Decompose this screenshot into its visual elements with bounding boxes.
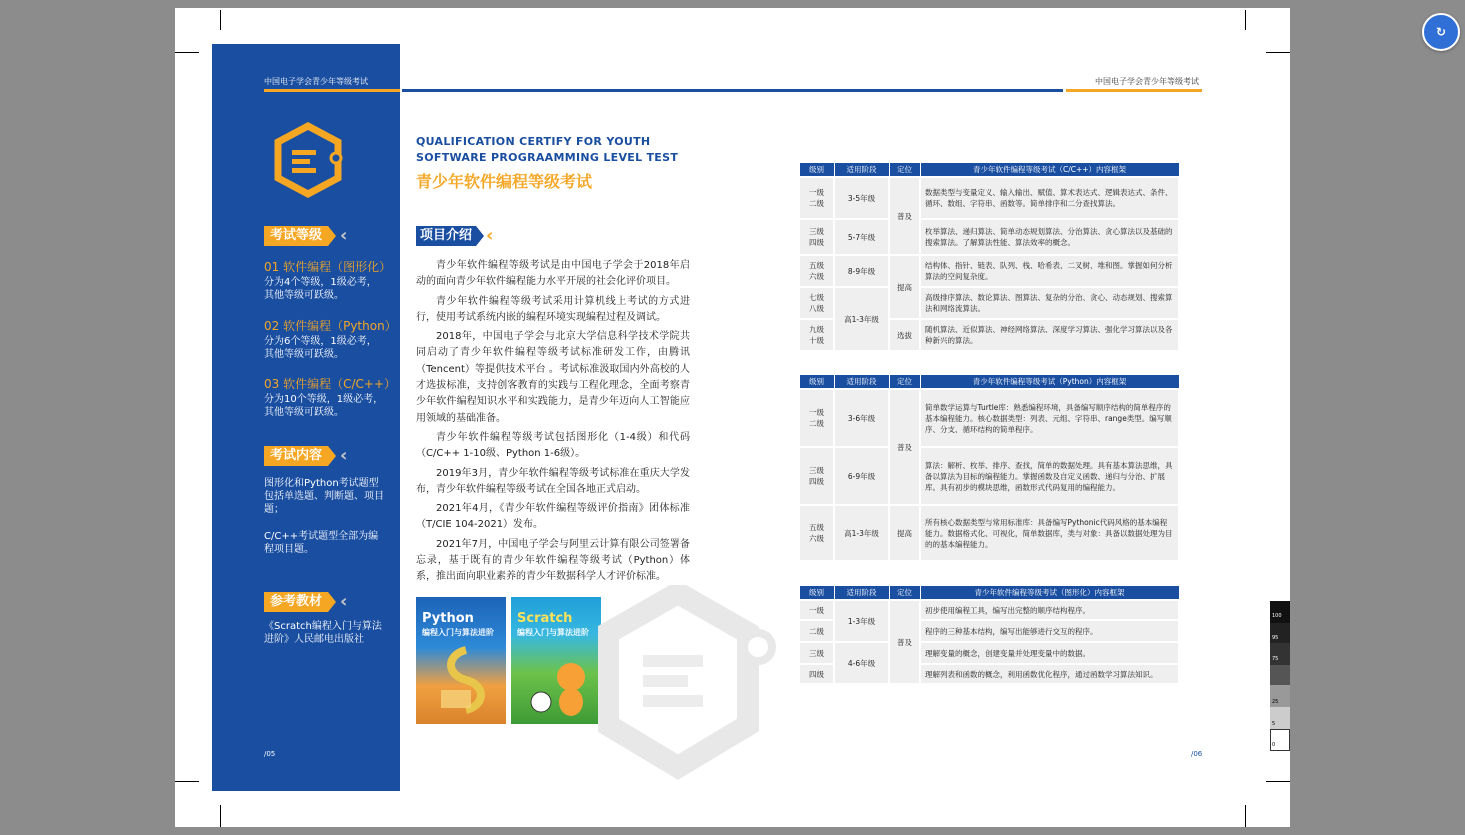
cell-level: 七级 八级 [799,287,834,319]
exam-levels-label: 考试等级 [264,226,328,246]
cell-position: 普及 [889,177,920,255]
cell-stage: 8-9年级 [834,255,889,287]
watermark-logo-icon [598,585,778,784]
paragraph: 青少年软件编程等级考试采用计算机线上考试的方式进行，使用考试系统内嵌的编程环境实现编程过程及调试。 [416,295,690,323]
table-row [799,255,1179,287]
intro-tag [416,226,493,246]
book-title: Python [422,611,474,626]
exam-levels-tag [264,226,347,246]
level-desc-cpp: 分为10个等级，1级必考，其他等级可跃级。 [264,394,384,418]
cell-content: 理解列表和函数的概念，利用函数优化程序，通过函数学习算法知识。 [920,664,1179,684]
gray-swatch [1270,601,1290,623]
exam-content-text-2: C/C++考试题型全部为编程项目题。 [264,531,379,555]
convert-icon: ↻ [1435,25,1447,39]
convert-button[interactable] [1422,13,1460,51]
gray-label: 0 [1272,742,1276,748]
table-title: 青少年软件编程等级考试（图形化）内容框架 [920,586,1179,601]
cell-level: 五级 六级 [799,505,834,561]
table-row [799,287,1179,319]
level-title-cpp: 03 软件编程（C/C++） [264,377,396,391]
table-row [799,642,1179,664]
table-cpp [798,162,1180,352]
cell-content: 程序的三种基本结构，编写出能够进行交互的程序。 [920,620,1179,642]
col-header-level: 级别 [799,586,834,601]
sidebar-header: 中国电子学会青少年等级考试 [264,77,368,86]
cell-level: 二级 [799,620,834,642]
col-header-level: 级别 [799,375,834,390]
crop-mark [1266,52,1290,53]
cell-stage: 高1-3年级 [834,287,889,351]
cell-stage: 高1-3年级 [834,505,889,561]
cell-level: 三级 [799,642,834,664]
gray-label: 100 [1272,613,1282,619]
gray-label: 75 [1272,656,1279,662]
crop-mark [1245,805,1246,827]
col-header-position: 定位 [889,586,920,601]
chinese-title: 青少年软件编程等级考试 [416,172,593,191]
book-cover-scratch [511,597,601,724]
level-desc-graphic: 分为4个等级，1级必考，其他等级可跃级。 [264,277,377,301]
level-desc-python: 分为6个等级，1级必考，其他等级可跃级。 [264,336,377,360]
exam-content-tag [264,446,347,466]
cell-position: 提高 [889,255,920,319]
reference-text: 《Scratch编程入门与算法进阶》人民邮电出版社 [264,621,382,645]
chevron-icon: ‹ [340,445,348,466]
level-title-graphic: 01 软件编程（图形化） [264,260,392,274]
tag-arrow [328,592,336,612]
cell-content: 简单数学运算与Turtle库：熟悉编程环境，具备编写顺序结构的简单程序的基本编程能力。核心数据类型：列表、元组、字符串、range类型。编写顺序、分支、循环结构的简单程序。 [920,389,1179,447]
chevron-icon: ‹ [340,591,348,612]
table-row [799,447,1179,505]
table-row [799,219,1179,255]
cell-stage: 6-9年级 [834,447,889,505]
python-snake-illustration [436,645,496,715]
gray-label: 95 [1272,635,1279,641]
cie-logo-icon [272,122,344,202]
crop-mark [1266,781,1290,782]
table-python [798,374,1180,562]
cell-level: 三级 四级 [799,447,834,505]
cell-stage: 3-6年级 [834,389,889,447]
reference-label: 参考教材 [264,592,328,612]
cell-level: 九级 十级 [799,319,834,351]
table-title: 青少年软件编程等级考试（C/C++）内容框架 [920,163,1179,178]
cell-content: 所有核心数据类型与常用标准库：具备编写Pythonic代码风格的基本编程能力。数据格式化、可视化，简单数据库，类与对象：具备以数据处理为目的的基本编程能力。 [920,505,1179,561]
table-row [799,389,1179,447]
paragraph: 2021年7月，中国电子学会与阿里云计算有限公司签署备忘录，基于既有的青少年软件编程等级考试（Python）体系，推出面向职业素养的青少年数据科学人才评价标准。 [416,538,690,583]
level-title-python: 02 软件编程（Python） [264,319,397,333]
tag-arrow [328,446,336,466]
col-header-level: 级别 [799,163,834,178]
header-rule-blue [402,89,1063,92]
crop-mark [220,10,221,30]
table-row [799,177,1179,219]
english-title [416,134,678,166]
paragraph: 青少年软件编程等级考试包括图形化（1-4级）和代码（C/C++ 1-10级、Python 1-6级）。 [416,431,690,460]
cell-position: 普及 [889,600,920,684]
cell-content: 随机算法、近似算法、神经网络算法、深度学习算法、强化学习算法以及各种新兴的算法。 [920,319,1179,351]
table-header-row [799,586,1179,601]
intro-label: 项目介绍 [416,226,476,246]
cell-content: 算法：解析、枚举、排序、查找，简单的数据处理。具有基本算法思维，具备以算法为目标的编程能力。掌握函数及自定义函数、递归与分治、扩展库。具有初步的模块思维，函数形式代码复用的编程能力。 [920,447,1179,505]
cell-level: 一级 二级 [799,389,834,447]
exam-content-text-1: 图形化和Python考试题型包括单选题、判断题、项目题； [264,478,384,515]
cell-content: 初步使用编程工具，编写出完整的顺序结构程序。 [920,600,1179,620]
english-title-line-1: QUALIFICATION CERTIFY FOR YOUTH [416,135,651,148]
cell-level: 四级 [799,664,834,684]
header-rule-orange [1066,89,1202,92]
cell-stage: 1-3年级 [834,600,889,642]
cell-position: 普及 [889,389,920,505]
book-title: Scratch [517,611,573,626]
gray-swatch [1270,665,1290,685]
sidebar [212,44,400,791]
right-page-header: 中国电子学会青少年等级考试 [1095,77,1199,86]
gray-label: 25 [1272,699,1279,705]
reference-tag [264,592,347,612]
cell-stage: 5-7年级 [834,219,889,255]
book-cover-python [416,597,506,724]
paragraph: 青少年软件编程等级考试是由中国电子学会于2018年启动的面向青少年软件编程能力水平开展的社会化评价项目。 [416,260,690,288]
cell-level: 一级 二级 [799,177,834,219]
cell-content: 枚举算法、递归算法、简单动态规划算法、分治算法、贪心算法以及基础的搜索算法。了解算法性能、算法效率的概念。 [920,219,1179,255]
col-header-position: 定位 [889,163,920,178]
crop-mark [175,52,199,53]
cell-level: 三级 四级 [799,219,834,255]
table-row [799,600,1179,620]
cell-content: 高级排序算法、数论算法、图算法、复杂的分治、贪心、动态规划、搜索算法和网络流算法。 [920,287,1179,319]
cell-content: 数据类型与变量定义、输入输出、赋值、算术表达式、逻辑表达式、条件、循环、数组、字符串、函数等。简单排序和二分查找算法。 [920,177,1179,219]
crop-mark [1245,10,1246,30]
chevron-icon: ‹ [486,225,494,246]
page-number-left: /05 [264,750,276,758]
paragraph: 2021年4月，《青少年软件编程等级评价指南》团体标准（T/CIE 104-2021）发布。 [416,503,690,531]
col-header-stage: 适用阶段 [834,375,889,390]
paragraph: 2019年3月，青少年软件编程等级考试标准在重庆大学发布，青少年软件编程等级考试在全国各地正式启动。 [416,467,690,495]
table-header-row [799,163,1179,178]
tag-arrow [328,226,336,246]
cell-level: 五级 六级 [799,255,834,287]
cell-content: 理解变量的概念，创建变量并处理变量中的数据。 [920,642,1179,664]
cell-stage: 3-5年级 [834,177,889,219]
chevron-icon: ‹ [340,225,348,246]
crop-mark [220,805,221,827]
book-subtitle: 编程入门与算法进阶 [517,628,589,637]
page-number-right: /06 [1191,750,1203,758]
table-title: 青少年软件编程等级考试（Python）内容框架 [920,375,1179,390]
cell-position: 选拔 [889,319,920,351]
sidebar-header-line [264,89,400,92]
crop-mark [175,781,199,782]
book-subtitle: 编程入门与算法进阶 [422,628,494,637]
cell-stage: 4-6年级 [834,642,889,684]
col-header-stage: 适用阶段 [834,586,889,601]
col-header-position: 定位 [889,375,920,390]
paragraph: 2018年，中国电子学会与北京大学信息科学技术学院共同启动了青少年软件编程等级考试标准研发工作，由腾讯（Tencent）等提供技术平台 。考试标准汲取国内外高校的人才选拔标准，支持创客教育的实践与工程化理念，全面考察青少年软件编程知识水平和实践能力，是青少年迈向人工智能应用领域的基础准备。 [416,331,690,424]
table-header-row [799,375,1179,390]
table-graphic [798,585,1180,685]
col-header-stage: 适用阶段 [834,163,889,178]
table-row [799,505,1179,561]
exam-content-label: 考试内容 [264,446,328,466]
scratch-cat-illustration [526,652,596,722]
intro-body [416,258,690,589]
english-title-line-2: SOFTWARE PROGRAAMMING LEVEL TEST [416,151,679,164]
cell-position: 提高 [889,505,920,561]
tag-arrow [476,226,484,246]
cell-level: 一级 [799,600,834,620]
gray-label: 5 [1272,721,1276,727]
cell-content: 结构体、指针、链表、队列、栈、哈希表、二叉树、堆和图。掌握如何分析算法的空间复杂度。 [920,255,1179,287]
